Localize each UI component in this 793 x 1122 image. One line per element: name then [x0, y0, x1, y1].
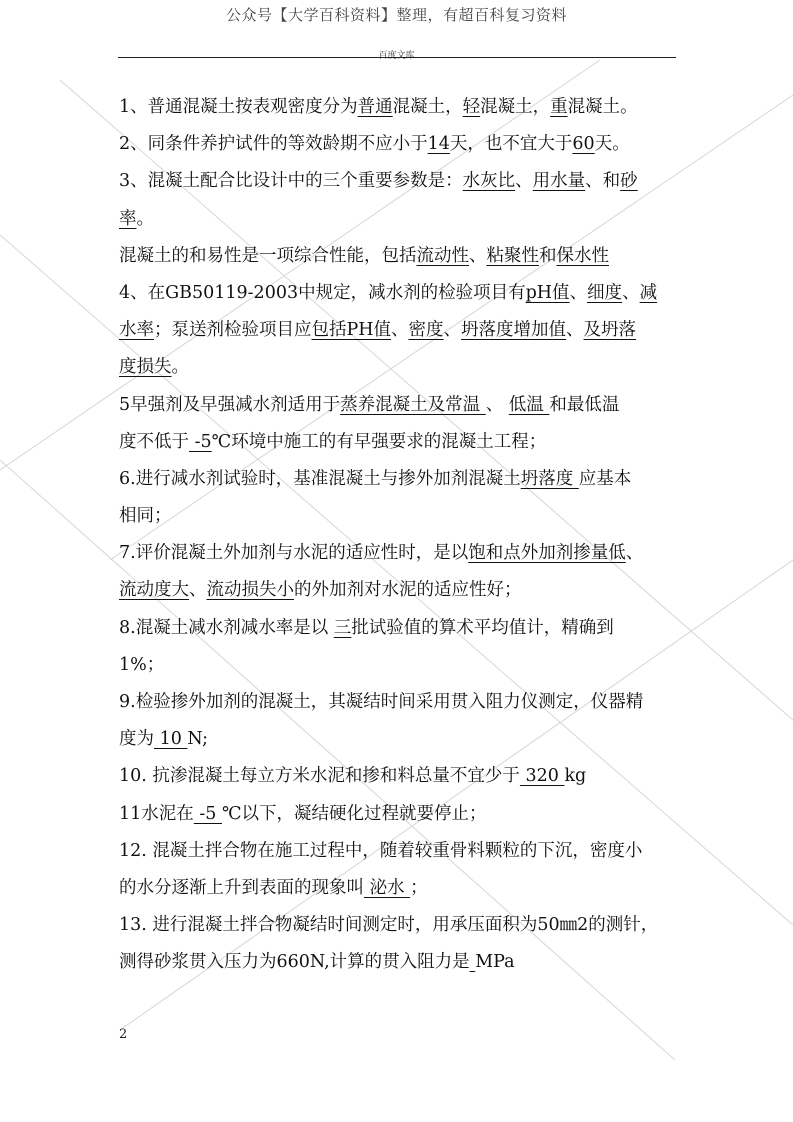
text-segment: 8.混凝土减水剂减水率是以 — [119, 617, 334, 638]
header-label: 百度文库 — [378, 51, 415, 61]
answer-blank: 泌水 — [364, 877, 411, 898]
text-segment: 11水泥在 — [119, 803, 194, 824]
text-line — [119, 349, 679, 386]
text-line — [119, 610, 679, 647]
text-segment: 应基本 — [578, 468, 632, 489]
text-segment: 6.进行减水剂试验时，基准混凝土与掺外加剂混凝土 — [119, 468, 521, 489]
text-line — [119, 796, 679, 833]
answer-blank: 普通 — [357, 97, 393, 117]
text-segment: 、 — [625, 543, 644, 564]
answer-blank: 减 — [639, 282, 658, 303]
text-line — [119, 870, 679, 907]
text-line — [119, 944, 679, 981]
answer-blank: 60 — [572, 134, 595, 155]
text-segment: ；泵送剂检验项目应 — [154, 320, 312, 341]
text-segment: 、 — [189, 580, 207, 601]
answer-blank: 10 — [154, 729, 188, 750]
text-line — [119, 163, 679, 200]
text-line — [119, 572, 679, 609]
answer-blank: 饱和点外加剂掺量低 — [468, 543, 626, 564]
text-line — [119, 907, 679, 944]
answer-blank: 14 — [427, 134, 450, 155]
top-banner: 公众号【大学百科资料】整理，有超百科复习资料 — [225, 6, 567, 24]
answer-blank: pH值 — [525, 282, 570, 303]
text-segment: 混凝土， — [480, 97, 551, 117]
text-segment: 和 — [539, 245, 557, 266]
text-segment: ； — [410, 877, 428, 898]
text-line — [119, 498, 679, 535]
answer-blank: 及坍落 — [583, 320, 637, 341]
answer-blank: 坍落度 — [520, 468, 579, 489]
text-segment: 混凝土， — [392, 97, 463, 117]
text-segment: 。 — [171, 357, 189, 378]
text-segment: 批试验值的算术平均值计，精确到 — [351, 617, 614, 638]
text-segment: 、和 — [585, 171, 621, 192]
text-segment: 相同； — [119, 506, 172, 527]
answer-blank: 轻 — [462, 97, 481, 117]
text-line — [119, 238, 679, 275]
text-segment: 天，也不宜大于 — [449, 134, 573, 155]
answer-blank: -5 — [189, 431, 212, 452]
text-line — [119, 758, 679, 795]
text-segment: ℃以下，凝结硬化过程就要停止； — [221, 803, 487, 824]
text-segment: 混凝土的和易性是一项综合性能，包括 — [119, 245, 417, 266]
answer-blank: 率 — [119, 208, 137, 229]
text-segment: N; — [187, 729, 208, 750]
text-segment: 、 — [622, 282, 640, 303]
text-line — [119, 684, 679, 721]
text-segment: 1%； — [119, 654, 165, 675]
answer-blank: 细度 — [587, 282, 623, 303]
answer-blank: 砂 — [620, 171, 638, 192]
text-segment: 混凝土。 — [567, 97, 638, 117]
answer-blank: 用水量 — [532, 171, 586, 192]
text-segment: 度不低于 — [119, 431, 189, 452]
text-segment: 13. 进行混凝土拌合物凝结时间测定时，用承压面积为50㎜2的测针， — [119, 915, 659, 936]
text-segment: 天。 — [594, 134, 630, 155]
text-segment: 12. 混凝土拌合物在施工过程中，随着较重骨料颗粒的下沉，密度小 — [119, 840, 643, 861]
answer-blank: 三 — [333, 617, 352, 638]
text-line — [119, 201, 679, 238]
text-segment: 的水分逐渐上升到表面的现象叫 — [119, 877, 364, 898]
text-line — [119, 535, 679, 572]
text-line — [119, 312, 679, 349]
text-segment: 9.检验掺外加剂的混凝土，其凝结时间采用贯入阻力仪测定，仪器精 — [119, 692, 644, 712]
answer-blank: 坍落度增加值 — [461, 320, 567, 341]
text-line — [119, 126, 679, 163]
text-segment: 和最低温 — [549, 394, 620, 415]
answer-blank: 水率 — [119, 320, 154, 341]
text-segment: ℃环境中施工的有早强要求的混凝土工程； — [211, 431, 547, 452]
text-line — [119, 387, 679, 424]
answer-blank: 保水性 — [556, 245, 609, 266]
text-segment: 、 — [469, 245, 487, 266]
text-line — [119, 647, 679, 684]
answer-blank: 重 — [550, 97, 568, 117]
text-segment: 度为 — [119, 729, 154, 750]
text-line — [119, 89, 679, 126]
text-segment: 。 — [136, 208, 154, 229]
text-segment: 4、在GB50119-2003中规定，减水剂的检验项目有 — [119, 282, 526, 303]
answer-blank: 包括PH值 — [311, 320, 392, 341]
text-segment: 测得砂浆贯入压力为660N,计算的贯入阻力是 — [119, 952, 470, 973]
header-rule — [118, 57, 676, 58]
text-segment: MPa — [475, 952, 515, 973]
text-segment: 的外加剂对水泥的适应性好； — [294, 580, 522, 601]
page-number: 2 — [119, 1027, 128, 1042]
answer-blank: 度损失 — [119, 357, 172, 378]
text-segment: 、 — [391, 320, 409, 341]
text-line — [119, 721, 679, 758]
answer-blank: 蒸养混凝土及常温 — [340, 394, 486, 415]
text-segment: 、 — [569, 282, 588, 303]
text-segment: 7.评价混凝土外加剂与水泥的适应性时，是以 — [119, 543, 469, 564]
document-body — [119, 89, 679, 982]
text-segment: 2、同条件养护试件的等效龄期不应小于 — [119, 134, 428, 155]
text-segment: 1、普通混凝土按表观密度分为 — [119, 97, 358, 117]
answer-blank: 密度 — [408, 320, 444, 341]
answer-blank: 流动损失小 — [206, 580, 294, 601]
text-segment: 、 — [566, 320, 584, 341]
text-segment: 、 — [515, 171, 533, 192]
text-line — [119, 833, 679, 870]
text-segment: 10. 抗渗混凝土每立方米水泥和掺和料总量不宜少于 — [119, 766, 520, 787]
answer-blank: 320 — [519, 766, 565, 787]
text-segment: 3、混凝土配合比设计中的三个重要参数是： — [119, 171, 463, 192]
text-segment: 、 — [443, 320, 462, 341]
text-line — [119, 461, 679, 498]
text-line — [119, 424, 679, 461]
answer-blank: 粘聚性 — [486, 245, 539, 266]
answer-blank: 水灰比 — [462, 171, 516, 192]
answer-blank: -5 — [193, 803, 222, 824]
answer-blank: 流动性 — [416, 245, 469, 266]
text-line — [119, 275, 679, 312]
text-segment: kg — [564, 766, 587, 787]
answer-blank: 流动度大 — [119, 580, 189, 601]
text-segment: 、 — [485, 394, 509, 415]
answer-blank: 低温 — [508, 394, 550, 415]
text-segment: 5早强剂及早强减水剂适用于 — [119, 394, 341, 415]
